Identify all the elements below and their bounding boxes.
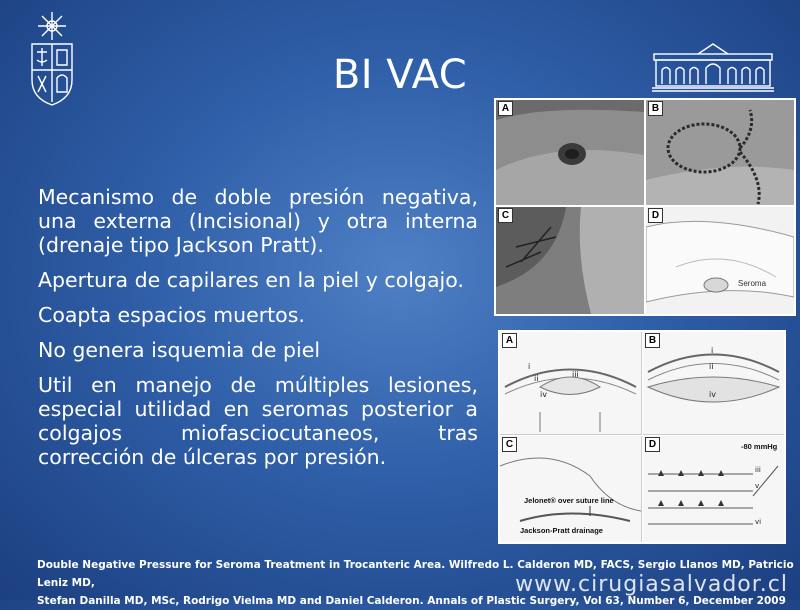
caption-line: Stefan Danilla MD, MSc, Rodrigo Vielma MD and Daniel Calderon. Annals of Plastic Surgery, Vol 63, Number 6, December 2009 (37, 595, 786, 607)
clinical-photo-figure (494, 98, 796, 316)
seroma-label: Seroma (738, 279, 767, 288)
bullet-item: Util en manejo de múltiples lesiones, especial utilidad en seromas posterior a colgajos miofasciocutaneos, tras corrección de úlceras por presión. (38, 373, 478, 469)
layer-label: ii (709, 362, 714, 371)
layer-label: vi (755, 518, 762, 526)
panel-label: C (498, 208, 513, 223)
slide-title: BI VAC (332, 52, 468, 98)
website-watermark: www.cirugiasalvador.cl (515, 572, 788, 597)
drawing-b (643, 332, 784, 435)
photo-d (646, 207, 794, 314)
layer-label: v (755, 482, 760, 490)
photo-b (646, 100, 794, 205)
sutured-flap-image (646, 100, 794, 205)
layer-label: i (528, 362, 531, 371)
panel-label: A (498, 101, 513, 116)
layer-label: i (711, 346, 714, 355)
bullet-item: No genera isquemia de piel (38, 338, 321, 362)
bullet-item: Apertura de capilares en la piel y colgajo. (38, 268, 464, 292)
photo-c (496, 207, 644, 314)
layer-label: iv (540, 390, 547, 399)
drawing-c (500, 436, 642, 542)
panel-label: B (648, 101, 663, 116)
negative-pressure-drawing (643, 436, 784, 542)
panel-label: D (648, 208, 663, 223)
layer-label: iii (755, 466, 761, 474)
photo-a (496, 100, 644, 205)
layer-label: iv (709, 390, 716, 399)
panel-label: C (502, 437, 517, 452)
caption-line: Double Negative Pressure for Seroma Treatment in Trocanteric Area. Wilfredo L. Calderon MD, FACS, Sergio Llanos MD, Patricio Leniz MD, (37, 559, 794, 589)
surgical-drawing-figure (498, 330, 786, 544)
jelonet-label: Jelonet® over suture line (524, 496, 614, 505)
layer-drawing-a (500, 332, 641, 434)
drain-photo-image (496, 207, 644, 314)
layer-drawing-b (643, 332, 784, 434)
seroma-diagram-image (646, 207, 794, 314)
bullet-item: Coapta espacios muertos. (38, 303, 305, 327)
drawing-d (643, 436, 784, 542)
panel-label: D (645, 437, 660, 452)
bullet-item: Mecanismo de doble presión negativa, una externa (Incisional) y otra interna (drenaje tipo Jackson Pratt). (38, 185, 478, 257)
layer-label: ii (534, 374, 539, 383)
bullet-list (38, 185, 478, 480)
panel-label: B (645, 333, 660, 348)
drain-label: Jackson-Pratt drainage (520, 526, 603, 535)
panel-label: A (502, 333, 517, 348)
wound-photo-image (496, 100, 644, 205)
drawing-a (500, 332, 642, 435)
layer-label: iii (572, 370, 579, 379)
pressure-label: -80 mmHg (741, 442, 778, 451)
